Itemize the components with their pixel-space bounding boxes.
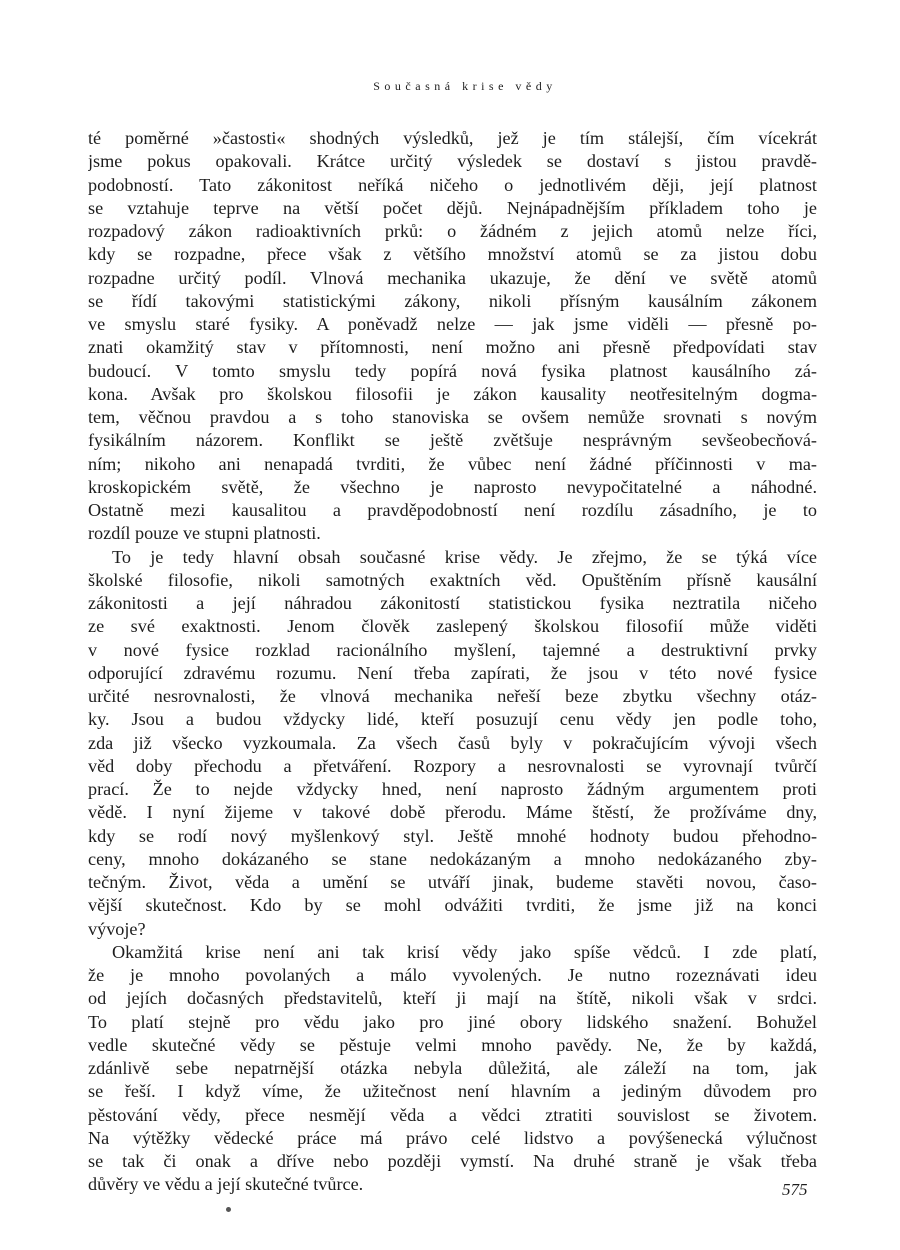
- text-line: prací. Že to nejde vždycky hned, není naprosto žádným argumentem proti: [88, 779, 817, 799]
- text-line: pěstování vědy, přece nesmějí věda a vědci ztratiti souvislost se životem.: [88, 1104, 817, 1125]
- text-line: určité nesrovnalosti, že vlnová mechanika neřeší beze zbytku všechny otáz-: [88, 686, 817, 706]
- body-text: [88, 127, 817, 1197]
- text-line: se vztahuje teprve na větší počet dějů. Nejnápadnějším příkladem toho je: [88, 197, 817, 218]
- text-line: se řídí takovými statistickými zákony, nikoli přísným kausálním zákonem: [88, 290, 817, 311]
- text-line: školské filosofie, nikoli samotných exaktních věd. Opuštěním přísně kausální: [88, 569, 817, 590]
- text-line: zdánlivě sebe nepatrnější otázka nebyla důležitá, ale záleží na tom, jak: [88, 1058, 817, 1078]
- text-line: rozdíl pouze ve stupni platnosti.: [88, 523, 321, 544]
- text-line: té poměrné »častosti« shodných výsledků, jež je tím stálejší, čím vícekrát: [88, 128, 817, 148]
- text-line: věd doby přechodu a přetváření. Rozpory a nesrovnalosti se vyrovnají tvůrčí: [88, 755, 817, 776]
- text-line: podobností. Tato zákonitost neříká ničeho o jednotlivém ději, její platnost: [88, 174, 817, 195]
- text-line: důvěry ve vědu a její skutečné tvůrce.: [88, 1174, 364, 1195]
- text-line: rozpadne určitý podíl. Vlnová mechanika ukazuje, že dění ve světě atomů: [88, 267, 817, 288]
- text-line: v nové fysice rozklad racionálního myšlení, tajemné a destruktivní prvky: [88, 639, 817, 660]
- text-line: vější skutečnost. Kdo by se mohl odvážiti tvrditi, že jsme již na konci: [88, 895, 817, 916]
- text-line: znati okamžitý stav v přítomnosti, není možno ani přesně předpovídati stav: [88, 337, 817, 358]
- page-number: 575: [782, 1180, 808, 1199]
- text-line: od jejích dočasných představitelů, kteří ji mají na štítě, nikoli však v srdci.: [88, 988, 817, 1009]
- text-line: ve smyslu staré fysiky. A poněvadž nelze — jak jsme viděli — přesně po-: [88, 314, 817, 334]
- text-line: že je mnoho povolaných a málo vyvolených. Je nutno rozeznávati ideu: [88, 965, 817, 985]
- paragraph: [88, 127, 817, 546]
- text-line: budoucí. V tomto smyslu tedy popírá nová fysika platnost kausálního zá-: [88, 360, 817, 381]
- text-line: rozpadový zákon radioaktivních prků: o žádném z jejich atomů nelze říci,: [88, 221, 817, 241]
- ink-speck: [226, 1207, 231, 1212]
- text-line: zda již všecko vyzkoumala. Za všech časů byly v pokračujícím vývoji všech: [88, 732, 817, 753]
- text-line: se řeší. I když víme, že užitečnost není hlavním a jediným důvodem pro: [88, 1081, 817, 1102]
- text-line: Na výtěžky vědecké práce má právo celé lidstvo a povýšenecká výlučnost: [88, 1127, 817, 1148]
- text-line: To platí stejně pro vědu jako pro jiné obory lidského snažení. Bohužel: [88, 1011, 817, 1032]
- text-line: ceny, mnoho dokázaného se stane nedokázaným a mnoho nedokázaného zby-: [88, 848, 817, 869]
- paragraph: [88, 546, 817, 941]
- text-line: vedle skutečné vědy se pěstuje velmi mnoho pavědy. Ne, že by každá,: [88, 1034, 817, 1055]
- text-line: To je tedy hlavní obsah současné krise vědy. Je zřejmo, že se týká více: [112, 546, 817, 567]
- text-line: fysikálním názorem. Konflikt se ještě zvětšuje nesprávným sevšeobecňová-: [88, 430, 817, 451]
- text-line: kona. Avšak pro školskou filosofii je zákon kausality neotřesitelným dogma-: [88, 383, 817, 404]
- text-line: odporující zdravému rozumu. Není třeba zapírati, že jsou v této nové fysice: [88, 662, 817, 683]
- text-line: ky. Jsou a budou vždycky lidé, kteří posuzují cenu vědy jen podle toho,: [88, 709, 817, 730]
- text-line: kdy se rodí nový myšlenkový styl. Ještě mnohé hodnoty budou přehodno-: [88, 825, 817, 846]
- text-line: kdy se rozpadne, přece však z většího množství atomů se za jistou dobu: [88, 244, 817, 265]
- text-line: tem, věčnou pravdou a s toho stanoviska se ovšem nemůže srovnati s novým: [88, 407, 817, 427]
- running-title: Současná krise vědy: [373, 79, 557, 93]
- text-line: tečným. Život, věda a umění se utváří jinak, budeme stavěti novou, časo-: [88, 872, 817, 892]
- text-line: ze své exaktnosti. Jenom člověk zaslepený školskou filosofií může viděti: [88, 616, 817, 637]
- text-line: kroskopickém světě, že všechno je naprosto nevypočitatelné a náhodné.: [88, 476, 817, 497]
- text-line: Okamžitá krise není ani tak krisí vědy jako spíše vědců. I zde platí,: [112, 941, 817, 962]
- text-line: zákonitosti a její náhradou zákonitostí statistickou fysika neztratila ničeho: [88, 593, 817, 613]
- text-line: vývoje?: [88, 918, 146, 939]
- paragraph: [88, 941, 817, 1197]
- text-line: vědě. I nyní žijeme v takové době přerodu. Máme štěstí, že prožíváme dny,: [88, 802, 817, 823]
- text-line: jsme pokus opakovali. Krátce určitý výsledek se dostaví s jistou pravdě-: [88, 151, 817, 172]
- text-line: se tak či onak a dříve nebo později vymstí. Na druhé straně je však třeba: [88, 1151, 817, 1171]
- text-line: ním; nikoho ani nenapadá tvrditi, že vůbec není žádné příčinnosti v ma-: [88, 453, 817, 474]
- text-line: Ostatně mezi kausalitou a pravděpodobností není rozdílu zásadního, je to: [88, 500, 817, 520]
